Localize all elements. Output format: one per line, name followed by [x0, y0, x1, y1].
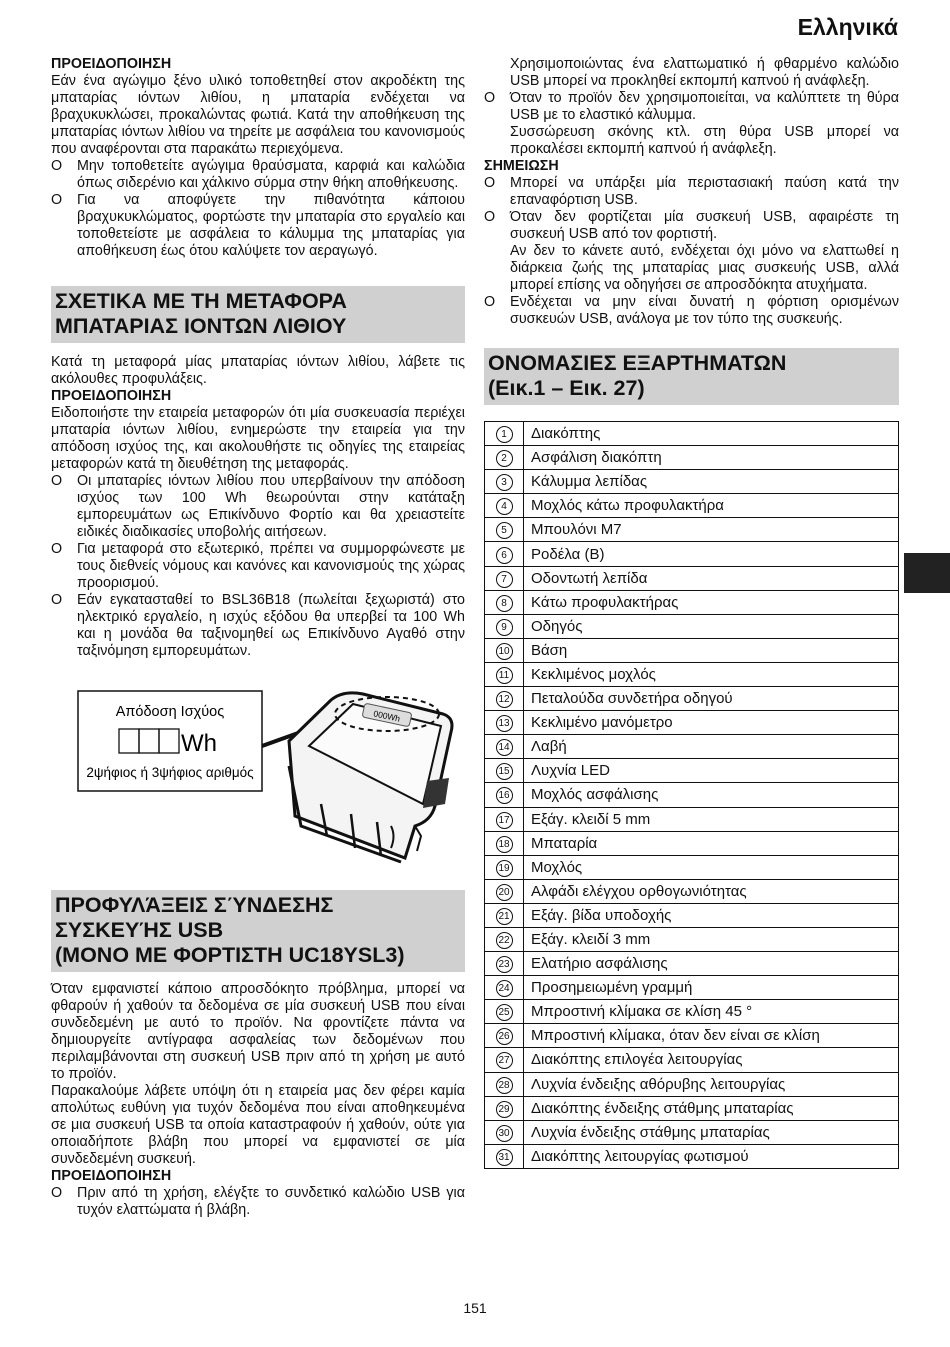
part-number: 8: [496, 595, 513, 612]
battery-marking: 000Wh: [372, 708, 402, 724]
part-name: Διακόπτης λειτουργίας φωτισμού: [524, 1144, 899, 1168]
part-number-cell: [485, 614, 524, 638]
part-name: Λυχνία ένδειξης αθόρυβης λειτουργίας: [524, 1072, 899, 1096]
part-name: Βάση: [524, 638, 899, 662]
part-number-cell: [485, 903, 524, 927]
part-number-cell: [485, 590, 524, 614]
table-row: [485, 1000, 899, 1024]
part-number: 1: [496, 426, 513, 443]
digits-note: 2ψήφιος ή 3ψήφιος αριθμός: [86, 765, 254, 780]
left-column: [51, 56, 465, 1219]
table-row: [485, 783, 899, 807]
part-number-cell: [485, 542, 524, 566]
warning-title: ΠΡΟΕΙΔΟΠΟΙΗΣΗ: [51, 388, 172, 404]
part-number-cell: [485, 687, 524, 711]
part-number: 19: [496, 860, 513, 877]
part-number-cell: [485, 1120, 524, 1144]
table-row: [485, 446, 899, 470]
section-heading-parts: ΟΝΟΜΑΣΙΕΣ ΕΞΑΡΤΗΜΑΤΩΝ (Εικ.1 – Εικ. 27): [484, 348, 899, 405]
bullet-item: O Μην τοποθετείτε αγώγιμα θραύσματα, καρφιά και καλώδια όπως σιδερένιο και χάλκινο σύρμα στην θήκη αποθήκευσης.: [51, 158, 465, 191]
part-number-cell: [485, 783, 524, 807]
part-number: 17: [496, 812, 513, 829]
warning-text: Εάν ένα αγώγιμο ξένο υλικό τοποθετηθεί στον ακροδέκτη της μπαταρίας ιόντων λιθίου, η μπαταρία ενδέχεται να βραχυκυκλώσει, προκαλώντας φωτιά. Κατά την αποθήκευση της μπαταρίας ιόντων λιθίου να τηρείτε με ασφάλεια του κανονισμούς που αναφέρονται στα παρακάτω περιεχόμενα.: [51, 73, 465, 157]
part-number: 31: [496, 1149, 513, 1166]
table-row: [485, 1096, 899, 1120]
power-label: Απόδοση Ισχύος: [115, 704, 225, 720]
part-number-cell: [485, 1072, 524, 1096]
continued-text: Χρησιμοποιώντας ένα ελαττωματικό ή φθαρμένο καλώδιο USB μπορεί να προκληθεί εκπομπή καπνού ή ανάφλεξη.: [510, 56, 899, 89]
part-number-cell: [485, 638, 524, 662]
part-number: 11: [496, 667, 513, 684]
table-row: [485, 470, 899, 494]
part-number: 28: [496, 1077, 513, 1094]
part-number-cell: [485, 855, 524, 879]
part-name: Ασφάλιση διακόπτη: [524, 446, 899, 470]
warning-text: Ειδοποιήστε την εταιρεία μεταφορών ότι μία συσκευασία περιέχει μπαταρία ιόντων λιθίου, ενημερώστε την εταιρεία για την απόδοση ισχύος της, και ακολουθήστε τις οδηγίες της εταιρείας μεταφορών κατά τη διευθέτηση της μεταφοράς.: [51, 405, 465, 472]
part-name: Ροδέλα (B): [524, 542, 899, 566]
note-title: ΣΗΜΕΙΩΣΗ: [484, 158, 559, 174]
part-number: 21: [496, 908, 513, 925]
part-number-cell: [485, 566, 524, 590]
table-row: [485, 566, 899, 590]
table-row: [485, 1072, 899, 1096]
part-number: 10: [496, 643, 513, 660]
section-heading-usb: ΠΡΟΦΥΛΆΞΕΙΣ ΣΎΝΔΕΣΗΣ ΣΥΣΚΕΥΉΣ USB (ΜΟΝΟ ΜΕ ΦΟΡΤΙΣΤΗ UC18YSL3): [51, 890, 465, 972]
part-name: Διακόπτης: [524, 422, 899, 446]
part-name: Κεκλιμένο μανόμετρο: [524, 711, 899, 735]
part-number: 12: [496, 691, 513, 708]
part-number: 5: [496, 522, 513, 539]
part-name: Μπροστινή κλίμακα, όταν δεν είναι σε κλίση: [524, 1024, 899, 1048]
part-number: 29: [496, 1101, 513, 1118]
part-number: 14: [496, 739, 513, 756]
table-row: [485, 687, 899, 711]
bullet-item: O Όταν δεν φορτίζεται μία συσκευή USB, αφαιρέστε τη συσκευή USB από τον φορτιστή. Αν δεν το κάνετε αυτό, ενδέχεται όχι μόνο να ελαττωθεί η διάρκεια ζωής της μπαταρίας μιας συσκευής USB, αλλά μπορεί επίσης να οδηγήσει σε απροσδόκητα ατυχήματα.: [484, 209, 899, 293]
part-number: 4: [496, 498, 513, 515]
part-name: Εξάγ. κλειδί 5 mm: [524, 807, 899, 831]
table-row: [485, 976, 899, 1000]
page-number: 151: [463, 1300, 487, 1316]
part-number-cell: [485, 759, 524, 783]
bullet-item: O Για μεταφορά στο εξωτερικό, πρέπει να συμμορφώνεστε με τους διεθνείς νόμους και κανόνες και κανονισμούς της χώρας προορισμού.: [51, 541, 465, 591]
table-row: [485, 711, 899, 735]
bullet-subtext: Αν δεν το κάνετε αυτό, ενδέχεται όχι μόνο να ελαττωθεί η διάρκεια ζωής της μπαταρίας μιας συσκευής USB, αλλά μπορεί επίσης να οδηγήσει σε απροσδόκητα ατυχήματα.: [510, 243, 899, 293]
table-row: [485, 807, 899, 831]
part-number: 15: [496, 763, 513, 780]
part-number: 7: [496, 571, 513, 588]
part-number: 9: [496, 619, 513, 636]
part-name: Μπουλόνι M7: [524, 518, 899, 542]
part-number-cell: [485, 1024, 524, 1048]
part-number: 2: [496, 450, 513, 467]
part-number-cell: [485, 1096, 524, 1120]
bullet-item: O Για να αποφύγετε την πιθανότητα κάποιου βραχυκυκλώματος, φορτώστε την μπαταρία στο εργαλείο και τοποθετείστε με ασφάλεια το κάλυμμα της μπαταρίας για αποθήκευση έως ότου καλύψετε τον αεραγωγό.: [51, 192, 465, 259]
part-number: 3: [496, 474, 513, 491]
part-name: Κεκλιμένος μοχλός: [524, 662, 899, 686]
table-row: [485, 542, 899, 566]
part-number: 26: [496, 1028, 513, 1045]
part-name: Ελατήριο ασφάλισης: [524, 952, 899, 976]
part-number-cell: [485, 976, 524, 1000]
bullet-item: O Ενδέχεται να μην είναι δυνατή η φόρτιση ορισμένων συσκευών USB, ανάλογα με τον τύπο της συσκευής.: [484, 294, 899, 327]
part-name: Οδηγός: [524, 614, 899, 638]
warning-title: ΠΡΟΕΙΔΟΠΟΙΗΣΗ: [51, 1168, 172, 1184]
part-number-cell: [485, 1048, 524, 1072]
table-row: [485, 903, 899, 927]
part-number: 24: [496, 980, 513, 997]
part-number-cell: [485, 831, 524, 855]
bullet-item: O Εάν εγκατασταθεί το BSL36B18 (πωλείται ξεχωριστά) στο ηλεκτρικό εργαλείο, η ισχύς εξόδου θα υπερβεί τα 100 Wh και η μονάδα θα ταξινομηθεί ως Επικίνδυνο Αγαθό στην ταξινόμηση εμπορευμάτων.: [51, 592, 465, 659]
bullet-subtext: Συσσώρευση σκόνης κτλ. στη θύρα USB μπορεί να προκαλέσει εκπομπή καπνού ή ανάφλεξη.: [510, 124, 899, 157]
part-number-cell: [485, 952, 524, 976]
part-number-cell: [485, 807, 524, 831]
table-row: [485, 494, 899, 518]
part-name: Αλφάδι ελέγχου ορθογωνιότητας: [524, 879, 899, 903]
table-row: [485, 831, 899, 855]
part-name: Μοχλός κάτω προφυλακτήρα: [524, 494, 899, 518]
part-number-cell: [485, 735, 524, 759]
table-row: [485, 927, 899, 951]
transport-intro: Κατά τη μεταφορά μίας μπαταρίας ιόντων λιθίου, λάβετε τις ακόλουθες προφυλάξεις.: [51, 354, 465, 387]
table-row: [485, 662, 899, 686]
table-row: [485, 1120, 899, 1144]
part-number-cell: [485, 1000, 524, 1024]
bullet-item: O Μπορεί να υπάρξει μία περιστασιακή παύση κατά την επαναφόρτιση USB.: [484, 175, 899, 208]
section-tab-marker: [904, 553, 950, 593]
part-name: Εξάγ. βίδα υποδοχής: [524, 903, 899, 927]
part-number-cell: [485, 446, 524, 470]
usb-paragraph-2: Παρακαλούμε λάβετε υπόψη ότι η εταιρεία μας δεν φέρει καμία απολύτως ευθύνη για τυχόν δεδομένα που είναι αποθηκευμένα σε μια συσκευή USB τα οποία καταστραφούν ή χαθούν, ούτε για οποιαδήποτε βλάβη που μπορεί να εμφανιστεί σε μία συνδεδεμένη συσκευή.: [51, 1083, 465, 1167]
part-number: 13: [496, 715, 513, 732]
part-name: Διακόπτης επιλογέα λειτουργίας: [524, 1048, 899, 1072]
table-row: [485, 879, 899, 903]
part-number-cell: [485, 711, 524, 735]
bullet-item: O Όταν το προϊόν δεν χρησιμοποιείται, να καλύπτετε τη θύρα USB με το ελαστικό κάλυμμα. Συσσώρευση σκόνης κτλ. στη θύρα USB μπορεί να προκαλέσει εκπομπή καπνού ή ανάφλεξη.: [484, 90, 899, 157]
table-row: [485, 735, 899, 759]
part-name: Μπροστινή κλίμακα σε κλίση 45 °: [524, 1000, 899, 1024]
part-number: 25: [496, 1004, 513, 1021]
part-name: Λυχνία ένδειξης στάθμης μπαταρίας: [524, 1120, 899, 1144]
bullet-item: O Οι μπαταρίες ιόντων λιθίου που υπερβαίνουν την απόδοση ισχύος των 100 Wh θεωρούνται στην κατάταξη εμπορευμάτων ως Επικίνδυνο Φορτίο και θα χρειαστείτε ειδικές διαδικασίες υποβολής αιτήσεων.: [51, 473, 465, 540]
table-row: [485, 638, 899, 662]
part-number-cell: [485, 662, 524, 686]
part-number: 20: [496, 884, 513, 901]
part-name: Λαβή: [524, 735, 899, 759]
table-row: [485, 855, 899, 879]
part-name: Μοχλός ασφάλισης: [524, 783, 899, 807]
table-row: [485, 1048, 899, 1072]
part-number: 18: [496, 836, 513, 853]
right-column: [484, 56, 899, 1169]
table-row: [485, 759, 899, 783]
part-number: 23: [496, 956, 513, 973]
part-name: Προσημειωμένη γραμμή: [524, 976, 899, 1000]
part-number-cell: [485, 879, 524, 903]
part-name: Κάτω προφυλακτήρας: [524, 590, 899, 614]
part-name: Διακόπτης ένδειξης στάθμης μπαταρίας: [524, 1096, 899, 1120]
part-name: Κάλυμμα λεπίδας: [524, 470, 899, 494]
section-heading-transport: ΣΧΕΤΙΚΑ ΜΕ ΤΗ ΜΕΤΑΦΟΡΑ ΜΠΑΤΑΡΙΑΣ ΙΟΝΤΩΝ ΛΙΘΙΟΥ: [51, 286, 465, 343]
part-name: Οδοντωτή λεπίδα: [524, 566, 899, 590]
table-row: [485, 952, 899, 976]
part-number-cell: [485, 518, 524, 542]
part-number: 30: [496, 1125, 513, 1142]
part-name: Μπαταρία: [524, 831, 899, 855]
part-number-cell: [485, 494, 524, 518]
unit-label: Wh: [181, 730, 217, 757]
language-label: Ελληνικά: [797, 14, 898, 40]
part-name: Εξάγ. κλειδί 3 mm: [524, 927, 899, 951]
battery-illustration: [51, 686, 465, 886]
table-row: [485, 1144, 899, 1168]
parts-table: [484, 421, 899, 1169]
part-number: 22: [496, 932, 513, 949]
table-row: [485, 590, 899, 614]
part-number-cell: [485, 470, 524, 494]
part-number-cell: [485, 927, 524, 951]
part-number-cell: [485, 1144, 524, 1168]
table-row: [485, 1024, 899, 1048]
part-number-cell: [485, 422, 524, 446]
part-number: 27: [496, 1052, 513, 1069]
battery-figure: [51, 686, 465, 886]
part-name: Λυχνία LED: [524, 759, 899, 783]
part-name: Πεταλούδα συνδετήρα οδηγού: [524, 687, 899, 711]
part-number: 6: [496, 547, 513, 564]
table-row: [485, 518, 899, 542]
bullet-item: O Πριν από τη χρήση, ελέγξτε το συνδετικό καλώδιο USB για τυχόν ελαττώματα ή βλάβη.: [51, 1185, 465, 1218]
usb-paragraph-1: Όταν εμφανιστεί κάποιο απροσδόκητο πρόβλημα, μπορεί να φθαρούν ή χαθούν τα δεδομένα σε μία συσκευή USB που είναι συνδεδεμένη με αυτό το προϊόν. Να φροντίζετε πάντα να δημιουργείτε αντίγραφα ασφαλείας των δεδομένων που περιλαμβάνονται στη συσκευή USB πριν από τη χρήση με αυτό το προϊόν.: [51, 981, 465, 1082]
warning-title: ΠΡΟΕΙΔΟΠΟΙΗΣΗ: [51, 56, 172, 72]
table-row: [485, 614, 899, 638]
part-name: Μοχλός: [524, 855, 899, 879]
part-number: 16: [496, 787, 513, 804]
table-row: [485, 422, 899, 446]
